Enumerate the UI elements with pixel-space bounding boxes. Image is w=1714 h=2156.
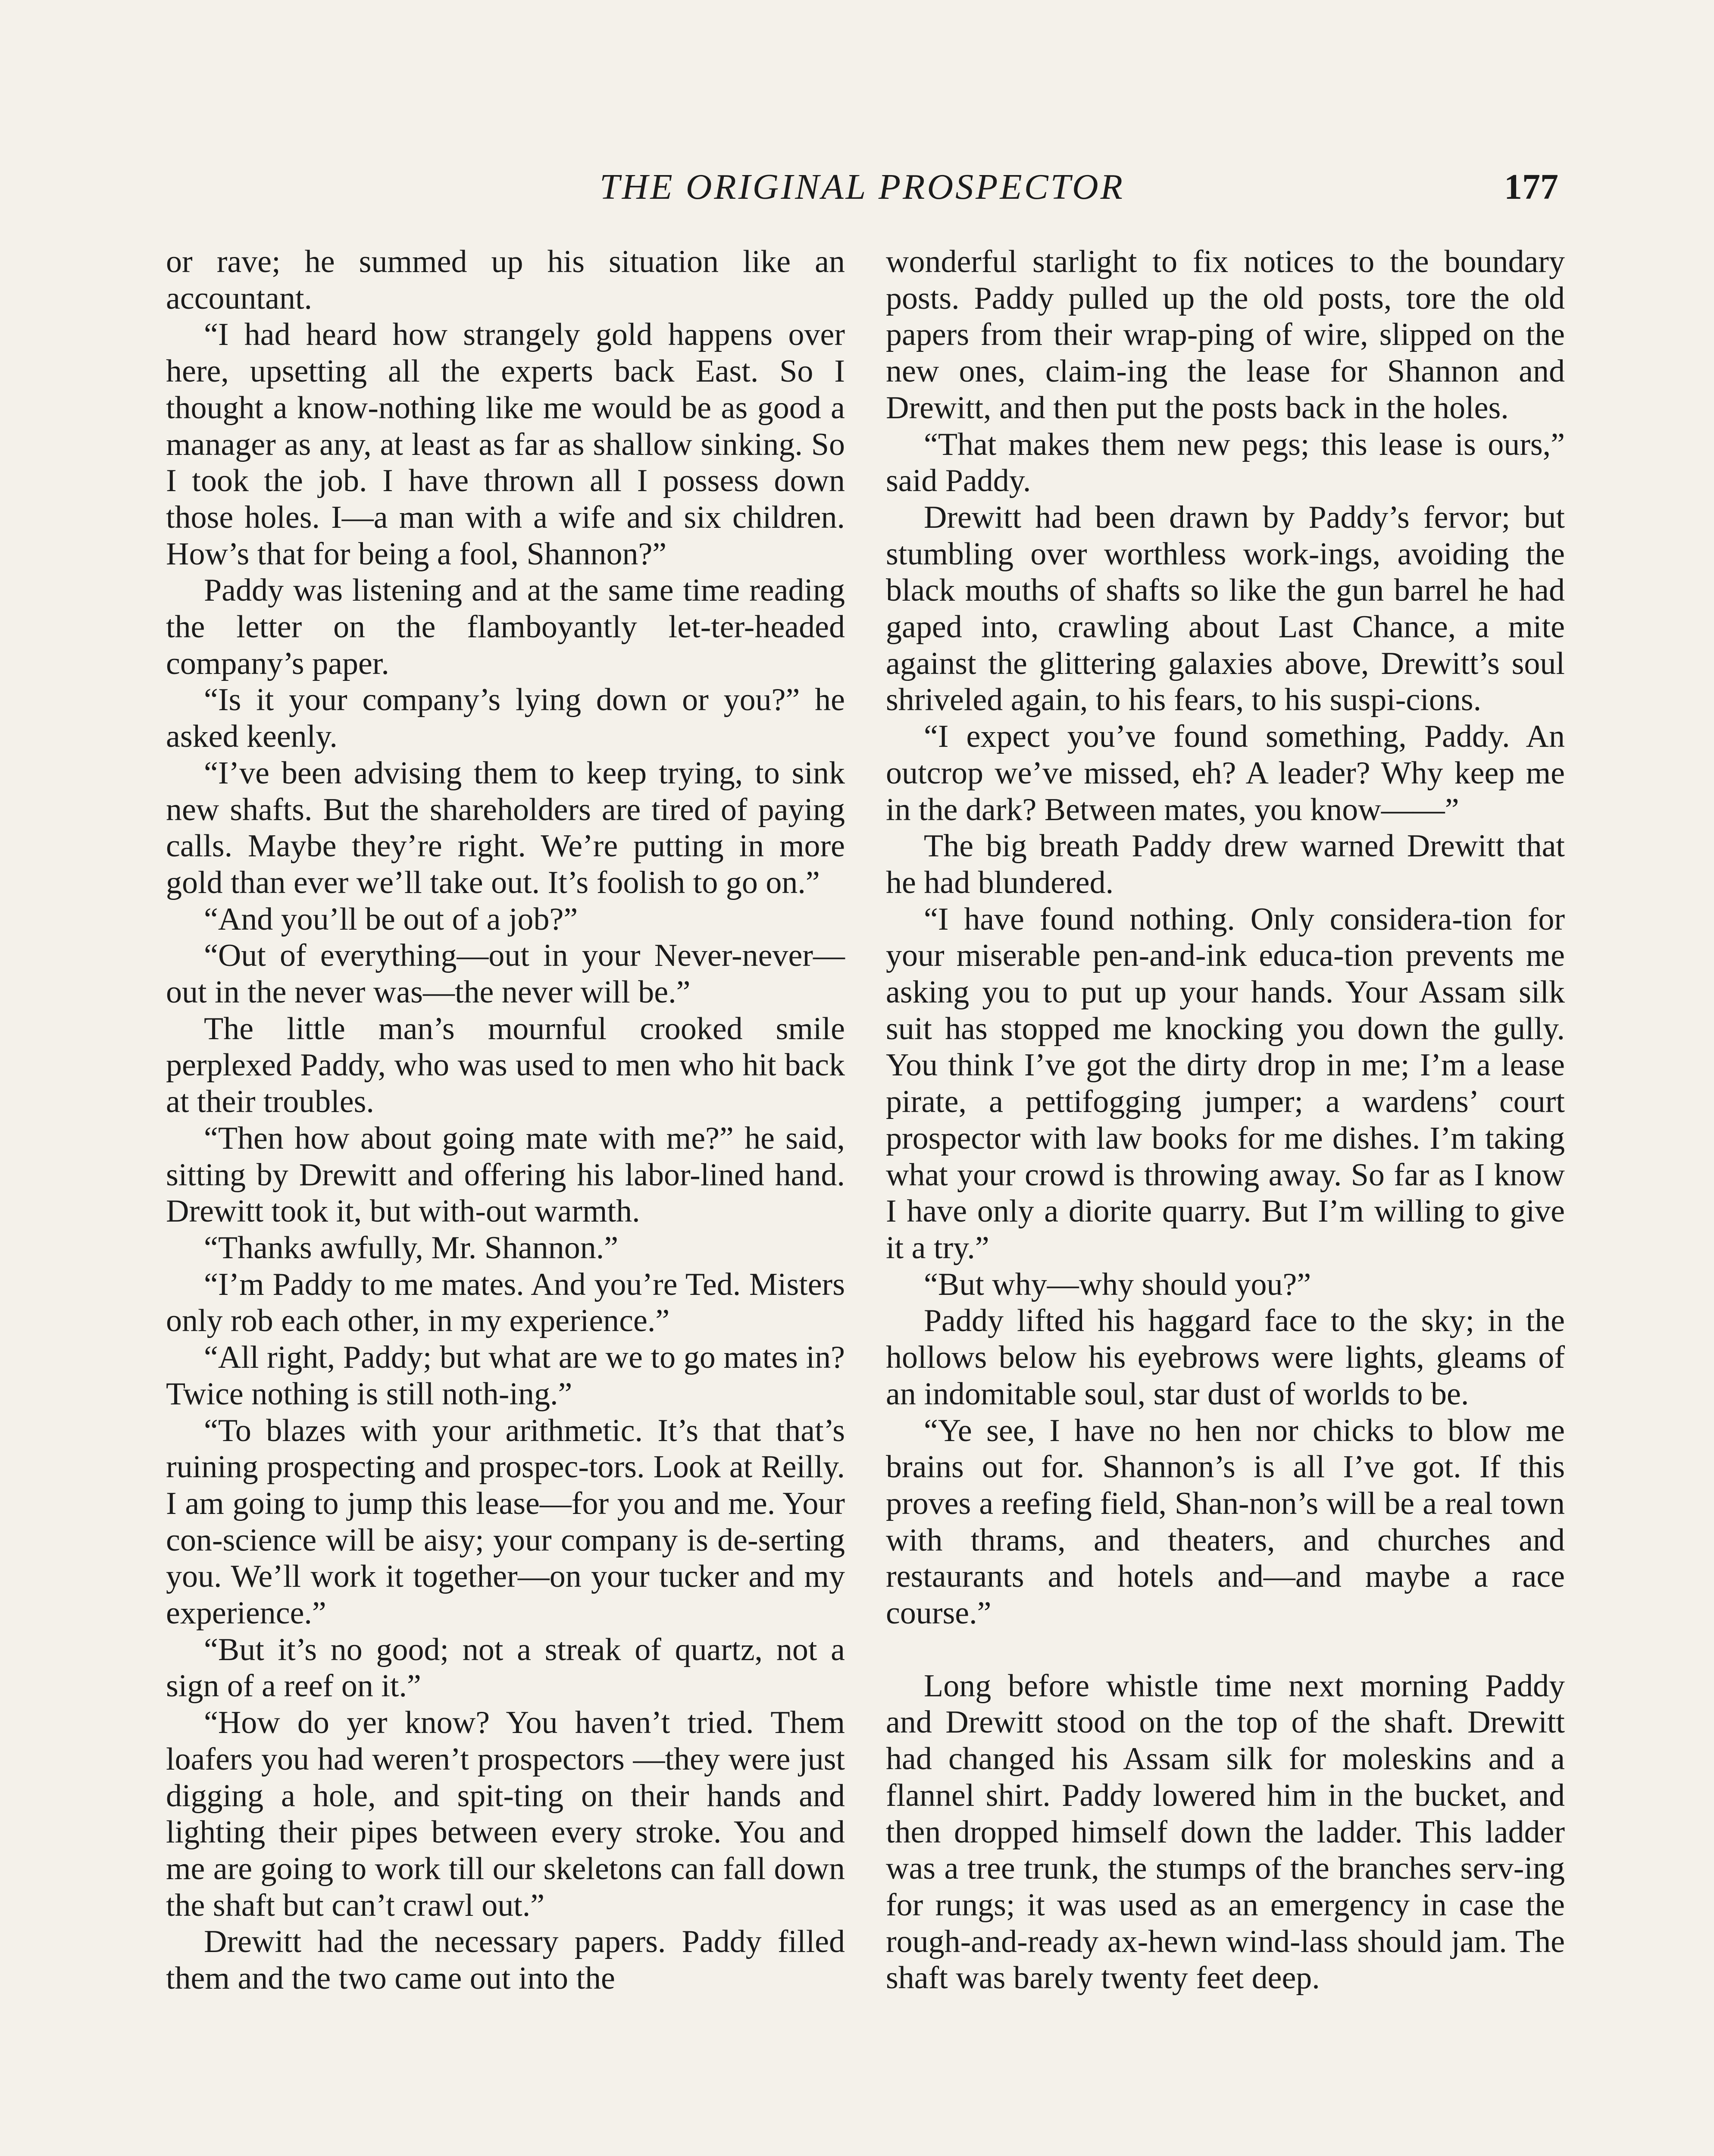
- paragraph: “All right, Paddy; but what are we to go mates in? Twice nothing is still noth-ing.”: [166, 1340, 845, 1412]
- paragraph: The big breath Paddy drew warned Drewitt that he had blundered.: [886, 828, 1565, 900]
- paragraph: “Is it your company’s lying down or you?” he asked keenly.: [166, 682, 845, 755]
- paragraph: Long before whistle time next morning Paddy and Drewitt stood on the top of the shaft. Drewitt had changed his Assam silk for moleskins and a flannel shirt. Paddy lowered him in the bucket, and then dropped himself down the ladder. This ladder was a tree trunk, the stumps of the branches serv-ing for rungs; it was used as an emergency in case the rough-and-ready ax-hewn wind-lass should jam. The shaft was barely twenty feet deep.: [886, 1668, 1565, 1996]
- paragraph: “I had heard how strangely gold happens over here, upsetting all the experts back East. So I thought a know-nothing like me would be as good a manager as any, at least as far as shallow sinking. So I took the job. I have thrown all I possess down those holes. I—a man with a wife and six children. How’s that for being a fool, Shannon?”: [166, 317, 845, 572]
- page-header: [166, 166, 1558, 218]
- paragraph: “I’ve been advising them to keep trying, to sink new shafts. But the shareholders are tired of paying calls. Maybe they’re right. We’re putting in more gold than ever we’ll take out. It’s foolish to go on.”: [166, 755, 845, 900]
- paragraph: “I expect you’ve found something, Paddy. An outcrop we’ve missed, eh? A leader? Why keep me in the dark? Between mates, you know——”: [886, 719, 1565, 827]
- paragraph: Drewitt had the necessary papers. Paddy filled them and the two came out into the: [166, 1924, 845, 1996]
- paragraph: “Then how about going mate with me?” he said, sitting by Drewitt and offering his labor-lined hand. Drewitt took it, but with-out warmth.: [166, 1120, 845, 1229]
- paragraph: Drewitt had been drawn by Paddy’s fervor; but stumbling over worthless work-ings, avoiding the black mouths of shafts so like the gun barrel he had gaped into, crawling about Last Chance, a mite against the glittering galaxies above, Drewitt’s soul shriveled again, to his fears, to his suspi-cions.: [886, 499, 1565, 718]
- paragraph: wonderful starlight to fix notices to the boundary posts. Paddy pulled up the old posts, tore the old papers from their wrap-ping of wire, slipped on the new ones, claim-ing the lease for Shannon and Drewitt, and then put the posts back in the holes.: [886, 244, 1565, 426]
- running-head: THE ORIGINAL PROSPECTOR: [600, 167, 1125, 207]
- paragraph: “I have found nothing. Only considera-tion for your miserable pen-and-ink educa-tion prevents me asking you to put up your hands. Your Assam silk suit has stopped me knocking you down the gully. You think I’ve got the dirty drop in me; I’m a lease pirate, a pettifogging jumper; a wardens’ court prospector with law books for me dishes. I’m taking what your crowd is throwing away. So far as I know I have only a diorite quarry. But I’m willing to give it a try.”: [886, 901, 1565, 1266]
- paragraph: or rave; he summed up his situation like an accountant.: [166, 244, 845, 316]
- paragraph: “Ye see, I have no hen nor chicks to blow me brains out for. Shannon’s is all I’ve got. If this proves a reefing field, Shan-non’s will be a real town with thrams, and theaters, and churches and restaurants and hotels and—and maybe a race course.”: [886, 1413, 1565, 1631]
- paragraph: “That makes them new pegs; this lease is ours,” said Paddy.: [886, 426, 1565, 499]
- left-column: [166, 244, 845, 1997]
- page-number: 177: [1504, 167, 1558, 207]
- paragraph: Paddy lifted his haggard face to the sky; in the hollows below his eyebrows were lights, gleams of an indomitable soul, star dust of worlds to be.: [886, 1303, 1565, 1412]
- paragraph: “Thanks awfully, Mr. Shannon.”: [204, 1230, 619, 1266]
- paragraph: The little man’s mournful crooked smile perplexed Paddy, who was used to men who hit back at their troubles.: [166, 1011, 845, 1120]
- paragraph: Paddy was listening and at the same time reading the letter on the flamboyantly let-ter-headed company’s paper.: [166, 573, 845, 681]
- paragraph: “But why—why should you?”: [924, 1266, 1311, 1302]
- paragraph: “But it’s no good; not a streak of quartz, not a sign of a reef on it.”: [166, 1632, 845, 1704]
- right-column: [886, 244, 1565, 1996]
- paragraph: “I’m Paddy to me mates. And you’re Ted. Misters only rob each other, in my experience.”: [166, 1266, 845, 1339]
- paragraph: “Out of everything—out in your Never-never—out in the never was—the never will be.”: [166, 938, 845, 1010]
- paragraph: “How do yer know? You haven’t tried. Them loafers you had weren’t prospectors —they were just digging a hole, and spit-ting on their hands and lighting their pipes between every stroke. You and me are going to work till our skeletons can fall down the shaft but can’t crawl out.”: [166, 1705, 845, 1923]
- paragraph: “To blazes with your arithmetic. It’s that that’s ruining prospecting and prospec-tors. Look at Reilly. I am going to jump this lease—for you and me. Your con-science will be aisy; your company is de-serting you. We’ll work it together—on your tucker and my experience.”: [166, 1413, 845, 1631]
- paragraph: “And you’ll be out of a job?”: [204, 901, 578, 937]
